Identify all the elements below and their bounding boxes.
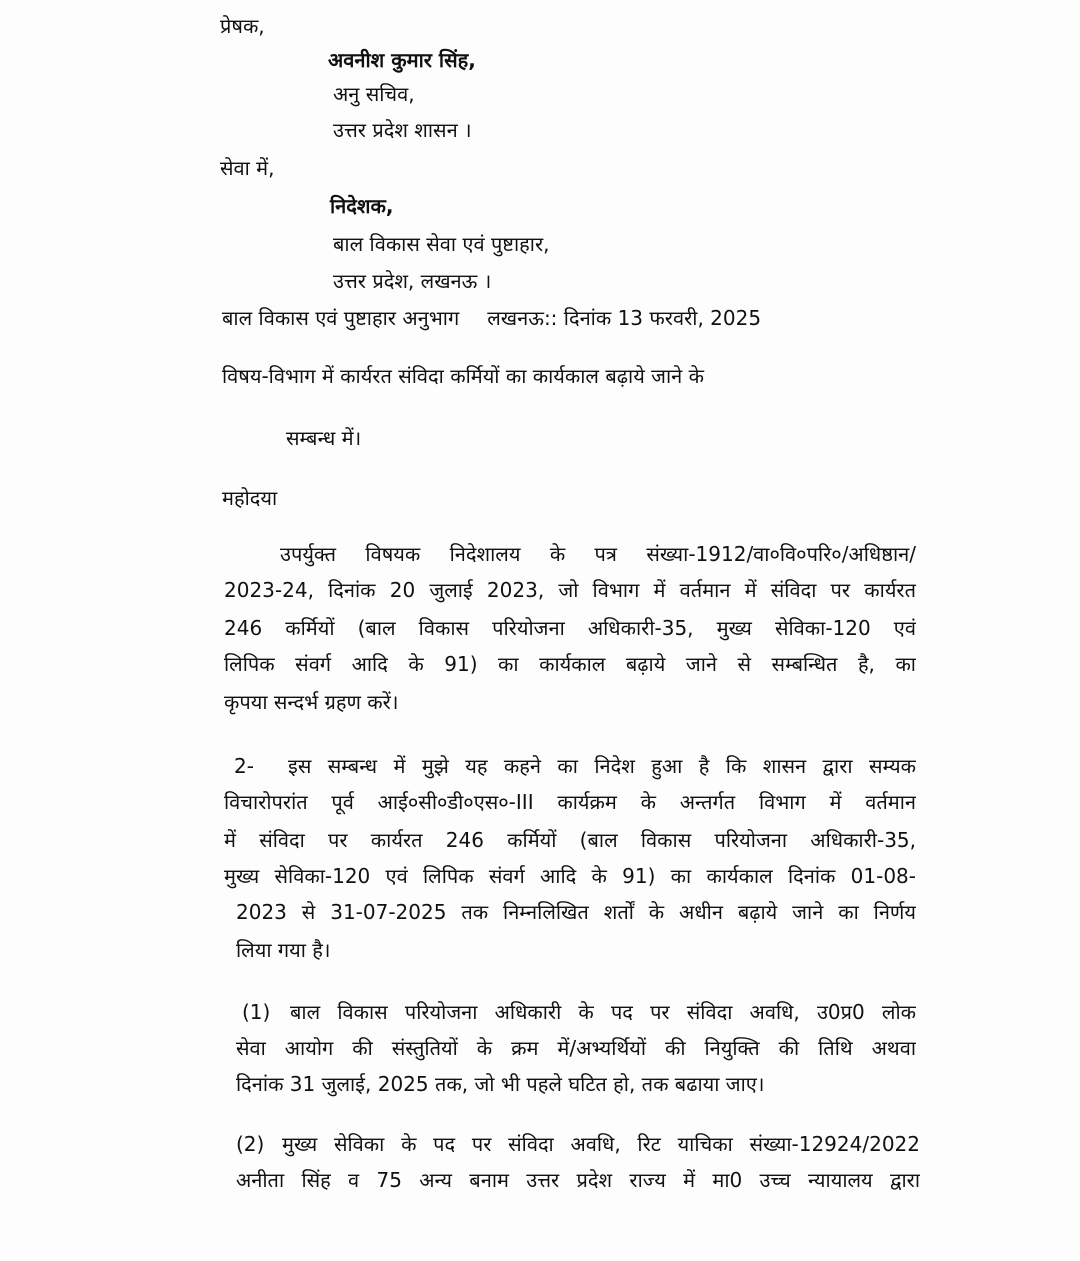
point1-line: सेवा आयोग की संस्तुतियों के क्रम में/अभ्यर्थियों की नियुक्ति की तिथि अथवा: [236, 1036, 916, 1060]
sender-office: उत्तर प्रदेश शासन ।: [333, 118, 472, 142]
sender-designation: अनु सचिव,: [333, 82, 415, 106]
sender-label: प्रेषक,: [220, 14, 265, 38]
recipient-place: उत्तर प्रदेश, लखनऊ ।: [333, 269, 492, 293]
para2-line: विचारोपरांत पूर्व आई०सी०डी०एस०-III कार्यक्रम के अन्तर्गत विभाग में वर्तमान: [224, 790, 916, 814]
recipient-department: बाल विकास सेवा एवं पुष्टाहार,: [333, 232, 550, 256]
para2-line: मुख्य सेविका-120 एवं लिपिक संवर्ग आदि के 91) का कार्यकाल दिनांक 01-08-: [224, 864, 916, 888]
para2-line: इस सम्बन्ध में मुझे यह कहने का निदेश हुआ है कि शासन द्वारा सम्यक: [288, 754, 916, 778]
para2-line: 2023 से 31-07-2025 तक निम्नलिखित शर्तों के अधीन बढ़ाये जाने का निर्णय: [236, 900, 916, 924]
recipient-label: सेवा में,: [220, 156, 275, 180]
para2-number: 2-: [234, 754, 254, 778]
sender-name: अवनीश कुमार सिंह,: [328, 48, 476, 72]
para2-line: में संविदा पर कार्यरत 246 कर्मियों (बाल विकास परियोजना अधिकारी-35,: [224, 828, 916, 852]
para2-line: लिया गया है।: [236, 938, 331, 962]
recipient-title: निदेशक,: [330, 194, 394, 218]
point1-number: (1): [242, 1000, 271, 1024]
point1-line: दिनांक 31 जुलाई, 2025 तक, जो भी पहले घटित हो, तक बढाया जाए।: [236, 1072, 765, 1096]
subject-line-2: सम्बन्ध में।: [286, 426, 362, 450]
point1-line: बाल विकास परियोजना अधिकारी के पद पर संविदा अवधि, उ0प्र0 लोक: [290, 1000, 916, 1024]
point2-number: (2): [236, 1132, 265, 1156]
para1-line: कृपया सन्दर्भ ग्रहण करें।: [224, 690, 399, 714]
letter-date: लखनऊ:: दिनांक 13 फरवरी, 2025: [487, 306, 762, 330]
section-name: बाल विकास एवं पुष्टाहार अनुभाग: [222, 306, 460, 330]
para1-line: लिपिक संवर्ग आदि के 91) का कार्यकाल बढ़ाये जाने से सम्बन्धित है, का: [224, 652, 916, 676]
para1-line: 246 कर्मियों (बाल विकास परियोजना अधिकारी-35, मुख्य सेविका-120 एवं: [224, 616, 916, 640]
point2-line: अनीता सिंह व 75 अन्य बनाम उत्तर प्रदेश राज्य में मा0 उच्च न्यायालय द्वारा: [236, 1168, 920, 1192]
para1-line: 2023-24, दिनांक 20 जुलाई 2023, जो विभाग में वर्तमान में संविदा पर कार्यरत: [224, 578, 916, 602]
point2-line: मुख्य सेविका के पद पर संविदा अवधि, रिट याचिका संख्या-12924/2022: [282, 1132, 920, 1156]
section-date-line: [222, 304, 761, 332]
salutation: महोदया: [222, 486, 278, 510]
para1-line: उपर्युक्त विषयक निदेशालय के पत्र संख्या-1912/वा०वि०परि०/अधिष्ठान/: [280, 542, 916, 566]
subject-line-1: विषय-विभाग में कार्यरत संविदा कर्मियों का कार्यकाल बढ़ाये जाने के: [222, 364, 704, 388]
